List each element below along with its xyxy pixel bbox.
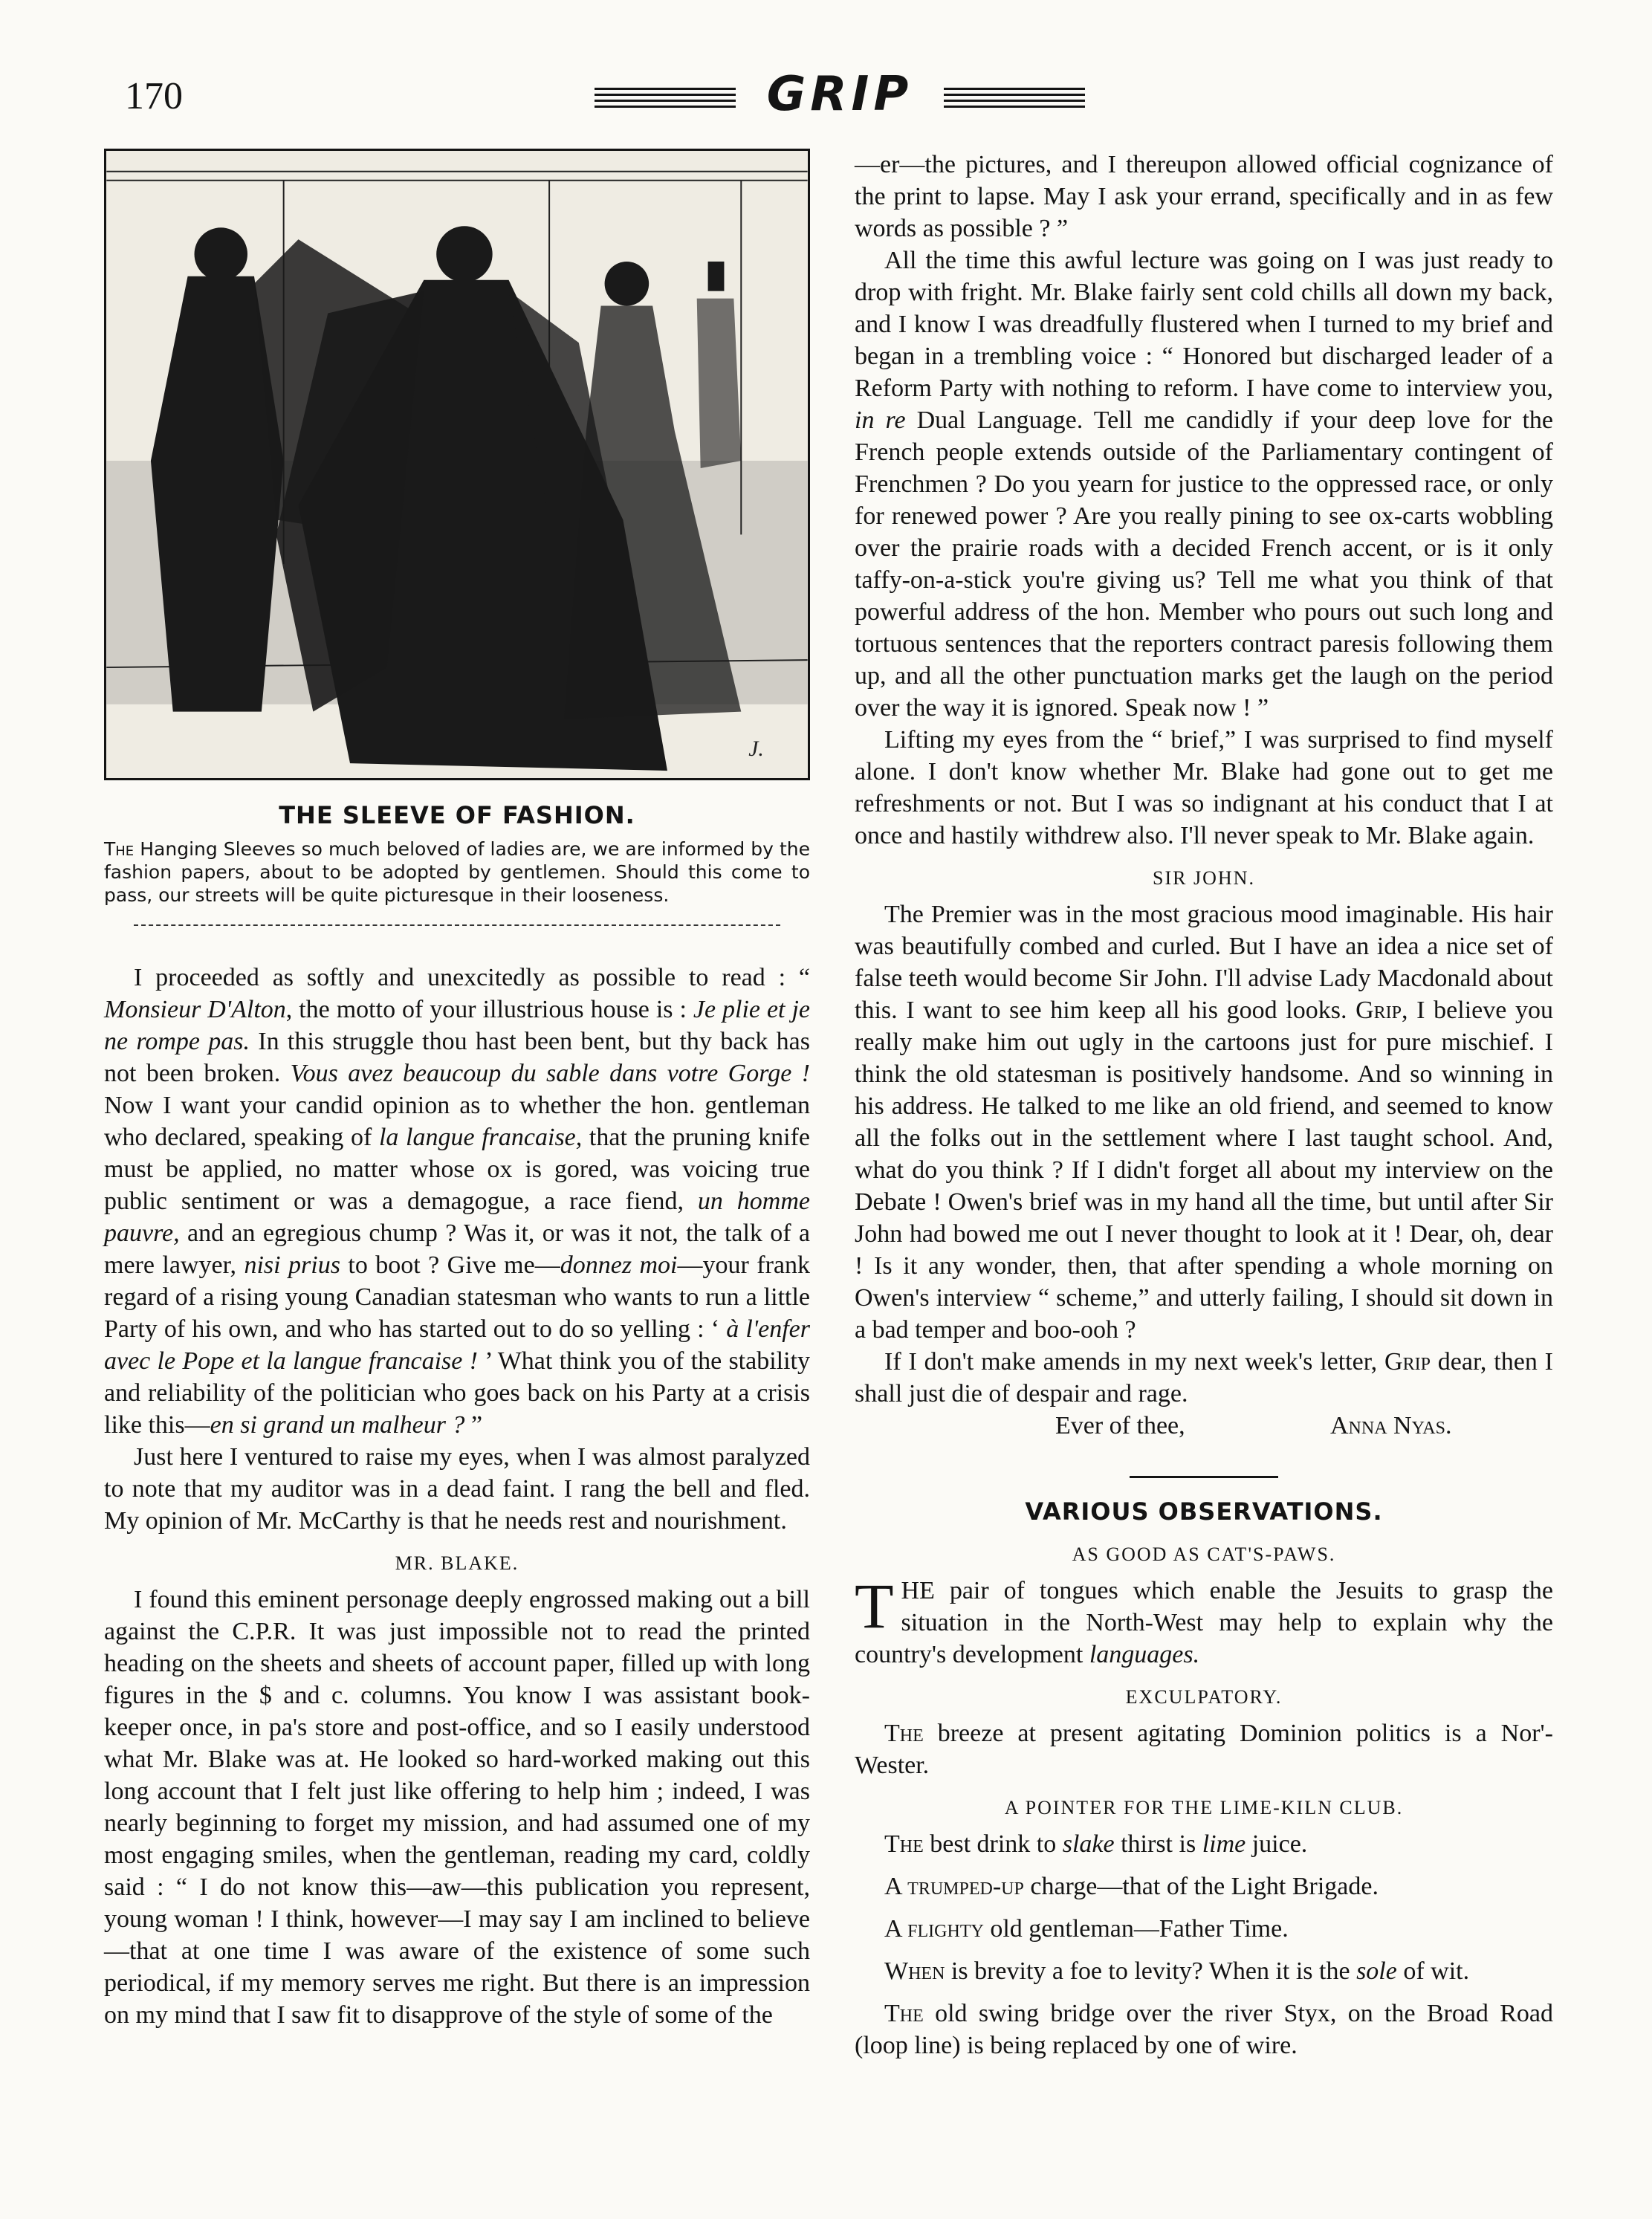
subhead-exculpatory: EXCULPATORY.: [1125, 1686, 1283, 1708]
section-title: VARIOUS OBSERVATIONS.: [1025, 1497, 1383, 1526]
drop-cap: T: [855, 1570, 894, 1642]
observation: The old swing bridge over the river Styx, on the Broad Road (loop line) is being replaced by one of wire.: [855, 2000, 1553, 2059]
signoff: [855, 1410, 1553, 1442]
paragraph: I proceeded as softly and unexcitedly as possible to read : “ Monsieur D'Alton, the motto of your illustrious house is : Je plie et je ne rompe pas. In this struggle thou hast been bent, but thy back has not been broken. Vous avez beaucoup du sable dans votre Gorge ! Now I want your candid opinion as to whether the hon. gentleman who declared, speaking of la langue francaise, that the pruning knife must be applied, no matter whose ox is gored, was voicing true public sentiment or was a demagogue, a race fiend, un homme pauvre, and an egregious chump ? Was it, or was it not, the talk of a mere lawyer, nisi prius to boot ? Give me—donnez moi—your frank regard of a rising young Canadian statesman who wants to run a little Party of his own, and who has started out to do so yelling : ‘ à l'enfer avec le Pope et la langue francaise ! ’ What think you of the stability and reliability of the politician who goes back on his Party at a crisis like this—en si grand un malheur ? ”: [104, 964, 811, 1439]
paragraph: —er—the pictures, and I thereupon allowed official cognizance of the print to lapse. May I ask your errand, specifically and in as few words as possible ? ”: [855, 151, 1553, 242]
caption-lead: The: [104, 838, 135, 860]
signoff-closing: Ever of thee,: [1055, 1412, 1185, 1439]
paragraph: If I don't make amends in my next week's letter, Grip dear, then I shall just die of despair and rage.: [855, 1348, 1553, 1407]
paragraph: Just here I ventured to raise my eyes, when I was almost paralyzed to note that my auditor was in a dead faint. I rang the bell and fled. My opinion of Mr. McCarthy is that he needs rest and nourishment.: [104, 1443, 810, 1535]
figure-caption: [104, 838, 810, 907]
cartoon-figure: [104, 149, 810, 926]
masthead-rule-left: [595, 88, 736, 110]
masthead-title: GRIP: [766, 67, 913, 122]
observation: The best drink to slake thirst is lime juice.: [884, 1830, 1308, 1858]
signoff-name: Anna Nyas.: [1330, 1412, 1452, 1439]
figure-title: THE SLEEVE OF FASHION.: [279, 801, 635, 829]
subhead-mr-blake: MR. BLAKE.: [395, 1552, 519, 1574]
observation: The breeze at present agitating Dominion politics is a Nor'-Wester.: [855, 1720, 1553, 1779]
subhead-cats-paws: AS GOOD AS CAT'S-PAWS.: [1072, 1543, 1336, 1565]
paragraph: I found this eminent personage deeply engrossed making out a bill against the C.P.R. It was just impossible not to read the printed heading on the sheets and sheets of account paper, filled up with long figures in the $ and c. columns. You know I was assistant book-keeper once, in pa's store and post-office, and so I easily understood what Mr. Blake was at. He looked so hard-worked making out this long account that I felt just like offering to help him ; indeed, I was nearly beginning to forget my mission, and had assumed one of my most engaging smiles, when the gentleman, reading my card, coldly said : “ I do not know this—aw—this publication you represent, young woman ! I think, however—I may say I am inclined to believe—that at one time I was aware of the existence of some such periodical, if my memory serves me right. But there is an impression on my mind that I saw fit to disapprove of the style of some of the: [104, 1586, 810, 2029]
cartoon-illustration: [104, 149, 810, 780]
observation: When is brevity a foe to levity? When it is the sole of wit.: [884, 1957, 1470, 1985]
paragraph: All the time this awful lecture was going on I was just ready to drop with fright. Mr. Blake fairly sent cold chills all down my back, and I know I was dreadfully flustered when I turned to my brief and began in a trembling voice : “ Honored but discharged leader of a Reform Party with nothing to reform. I have come to interview you, in re Dual Language. Tell me candidly if your deep love for the French people extends outside of the Parliamentary contingent of Frenchmen ? Do you yearn for justice to the oppressed race, or only for renewed power ? Are you really pining to see ox-carts wobbling over the prairie roads with a decided French accent, or is it only taffy-on-a-stick you're giving us? Tell me what you think of that powerful address of the hon. Member who pours out such long and tortuous sentences that the reporters contract paresis following them up, and all the other punctuation marks get the laugh on the period over the way it is ignored. Speak now ! ”: [855, 247, 1554, 722]
subhead-sir-john: SIR JOHN.: [1153, 867, 1255, 889]
observation: A trumped-up charge—that of the Light Brigade.: [884, 1873, 1379, 1900]
paragraph: Lifting my eyes from the “ brief,” I was surprised to find myself alone. I don't know whether Mr. Blake had gone out to get me refreshments or not. But I was so indignant at his conduct that I at once and hastily withdrew also. I'll never speak to Mr. Blake again.: [855, 726, 1553, 849]
caption-body: Hanging Sleeves so much beloved of ladies are, we are informed by the fashion papers, about to be adopted by gentlemen. Should this come to pass, our streets will be quite picturesque in their looseness.: [104, 838, 810, 906]
left-column: [104, 149, 810, 2031]
observation: A flighty old gentleman—Father Time.: [884, 1915, 1289, 1943]
artist-mark: J.: [748, 736, 764, 762]
page-header: [0, 67, 1652, 134]
section-rule: [1130, 1476, 1278, 1478]
masthead-rule-right: [944, 88, 1085, 110]
paragraph: The Premier was in the most gracious mood imaginable. His hair was beautifully combed and curled. But I have an idea a nice set of false teeth would become Sir John. I'll advise Lady Macdonald about this. I want to see him keep all his good looks. Grip, I believe you really make him out ugly in the cartoons just for pure mischief. I think the old statesman is positively handsome. And so winning in his address. He talked to me like an old friend, and seemed to know all the folks out in the settlement where I last taught school. And, what do you think ? If I didn't forget all about my interview on the Debate ! Owen's brief was in my hand all the time, but until after Sir John had bowed me out I never thought to look at it ! Dear, oh, dear ! Is it any wonder, then, that after spending a whole morning on Owen's interview “ scheme,” and utterly failing, I should sit down in a bad temper and boo-ooh ?: [855, 901, 1553, 1344]
page-number: 170: [125, 75, 183, 117]
subhead-lime-kiln: A POINTER FOR THE LIME-KILN CLUB.: [1004, 1797, 1404, 1818]
section-divider: [134, 924, 780, 926]
masthead: [595, 67, 1085, 134]
observation: THE pair of tongues which enable the Jesuits to grasp the situation in the North-West may help to explain why the country's development languages.: [855, 1570, 1553, 1668]
right-column: [855, 149, 1553, 2061]
